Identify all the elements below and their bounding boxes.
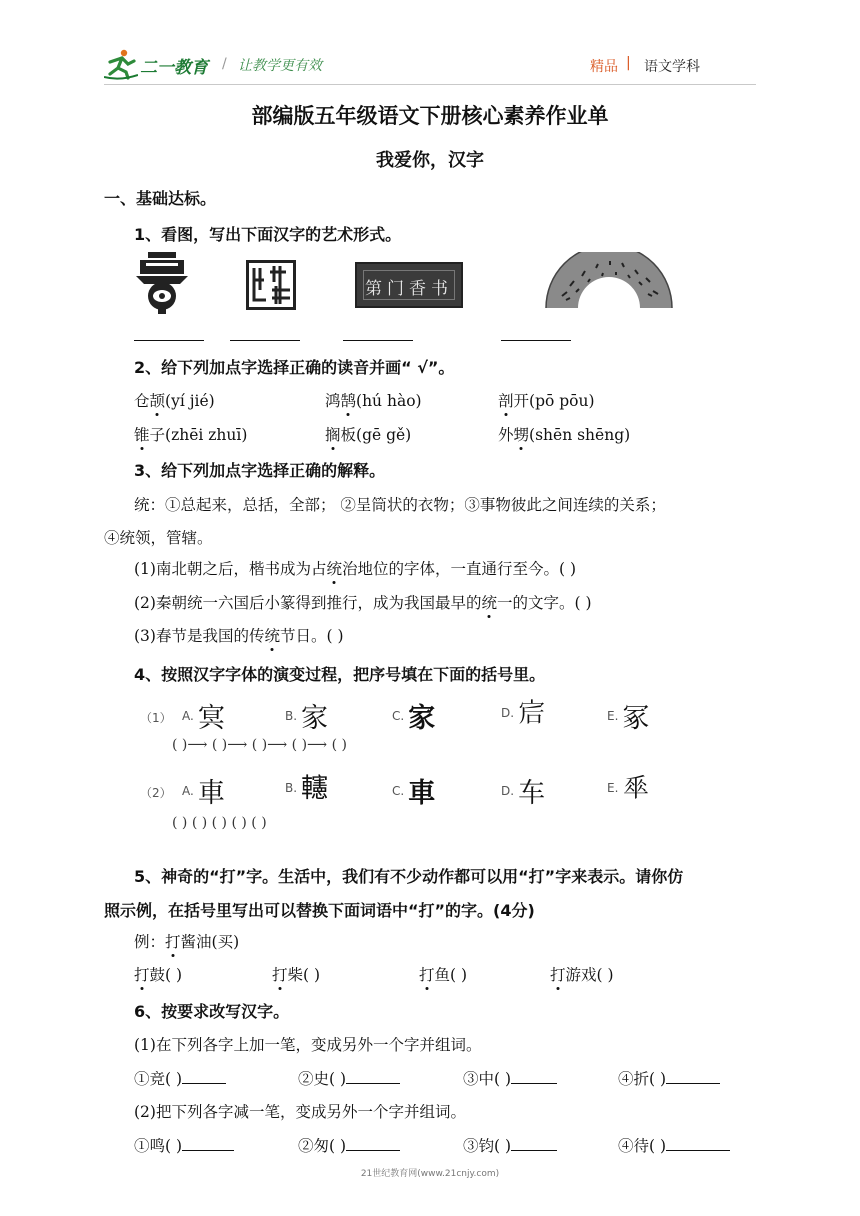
pinyin-item-1-1: 仓颉(yí jié) — [134, 389, 215, 411]
da-item-3: 打鱼( ) — [419, 963, 467, 985]
seal-stamp-image — [246, 260, 296, 310]
logo — [104, 46, 214, 82]
add-stroke-1: ①竞( ) — [134, 1067, 226, 1089]
da-item-4: 打游戏( ) — [550, 963, 614, 985]
answer-line-4 — [501, 340, 571, 341]
header-rule — [104, 84, 756, 85]
plaque-image — [355, 262, 463, 308]
logo-text: 二一教育 — [140, 58, 208, 78]
glyph-2e: E. 𠦬 — [607, 773, 650, 804]
question-2: 2、给下列加点字选择正确的读音并画“ √”。 — [134, 358, 455, 377]
glyph-2a: A. 車 — [182, 778, 225, 809]
sentence-3: (3)春节是我国的传统节日。( ) — [134, 624, 344, 646]
answer-line-1 — [134, 340, 204, 341]
glyph-2b: B. 𨏥 — [285, 773, 329, 804]
sentence-1: (1)南北朝之后，楷书成为占统治地位的字体，一直通行至今。( ) — [134, 557, 576, 579]
question-3: 3、给下列加点字选择正确的解释。 — [134, 461, 386, 480]
glyph-1a: A. 㝠 — [182, 703, 225, 734]
group-1-number: （1） — [140, 711, 172, 725]
plaque-text: 第门香书 — [365, 279, 453, 299]
page-subtitle: 我爱你，汉字 — [376, 150, 484, 171]
question-4: 4、按照汉字字体的演变过程，把序号填在下面的括号里。 — [134, 665, 546, 684]
example: 例：打酱油(买) — [134, 930, 239, 952]
stamp-emblem-image — [136, 252, 188, 314]
runner-logo-icon — [104, 48, 138, 80]
question-5-line-1: 5、神奇的“打”字。生活中，我们有不少动作都可以用“打”字来表示。请你仿 — [134, 867, 684, 886]
q6-sub-2: (2)把下列各字减一笔，变成另外一个字并组词。 — [134, 1103, 466, 1121]
da-item-2: 打柴( ) — [272, 963, 320, 985]
add-stroke-2: ②史( ) — [298, 1067, 400, 1089]
group-2-answers: ( ) ( ) ( ) ( ) ( ) — [172, 815, 267, 831]
remove-stroke-1: ①鸣( ) — [134, 1134, 234, 1156]
definition-line-2: ④统领，管辖。 — [104, 529, 213, 547]
tag-premium: 精品 — [590, 59, 618, 75]
tag-subject: 语文学科 — [644, 59, 700, 75]
remove-stroke-3: ③钧( ) — [463, 1134, 557, 1156]
slogan-separator: / — [222, 56, 227, 72]
fan-calligraphy-image — [544, 252, 674, 310]
definition-line-1: 统：①总起来，总括，全部； ②呈筒状的衣物；③事物彼此之间连续的关系； — [134, 496, 666, 514]
remove-stroke-2: ②匆( ) — [298, 1134, 400, 1156]
page-title: 部编版五年级语文下册核心素养作业单 — [251, 104, 609, 128]
answer-line-3 — [343, 340, 413, 341]
glyph-1d: D. 𡧻 — [501, 698, 546, 729]
q6-sub-1: (1)在下列各字上加一笔，变成另外一个字并组词。 — [134, 1036, 482, 1054]
remove-stroke-4: ④待( ) — [618, 1134, 730, 1156]
pinyin-item-1-2: 鸿鹄(hú hào) — [325, 389, 422, 411]
add-stroke-3: ③中( ) — [463, 1067, 557, 1089]
glyph-1b: B. 家 — [285, 703, 329, 734]
glyph-1e: E. 冢 — [607, 703, 650, 734]
question-1: 1、看图，写出下面汉字的艺术形式。 — [134, 225, 402, 244]
da-item-1: 打鼓( ) — [134, 963, 182, 985]
glyph-2d: D. 车 — [501, 778, 546, 809]
question-6: 6、按要求改写汉字。 — [134, 1002, 290, 1021]
sentence-2: (2)秦朝统一六国后小篆得到推行，成为我国最早的统一的文字。( ) — [134, 591, 592, 613]
tag-separator: | — [626, 55, 631, 71]
add-stroke-4: ④折( ) — [618, 1067, 720, 1089]
pinyin-item-2-3: 外甥(shēn shēng) — [498, 423, 630, 445]
answer-line-2 — [230, 340, 300, 341]
pinyin-item-1-3: 剖开(pō pōu) — [498, 389, 595, 411]
section-heading: 一、基础达标。 — [104, 189, 217, 208]
question-5-line-2: 照示例，在括号里写出可以替换下面词语中“打”的字。(4分) — [104, 901, 535, 920]
glyph-1c: C. 家 — [392, 703, 436, 734]
group-1-answers: ( )⟶ ( )⟶ ( )⟶ ( )⟶ ( ) — [172, 737, 347, 753]
slogan: 让教学更有效 — [238, 58, 322, 74]
footer: 21世纪教育网(www.21cnjy.com) — [360, 1169, 500, 1179]
pinyin-item-2-2: 搁板(gē gě) — [325, 423, 411, 445]
pinyin-item-2-1: 锥子(zhēi zhuī) — [134, 423, 247, 445]
glyph-2c: C. 車 — [392, 778, 436, 809]
group-2-number: （2） — [140, 786, 172, 800]
